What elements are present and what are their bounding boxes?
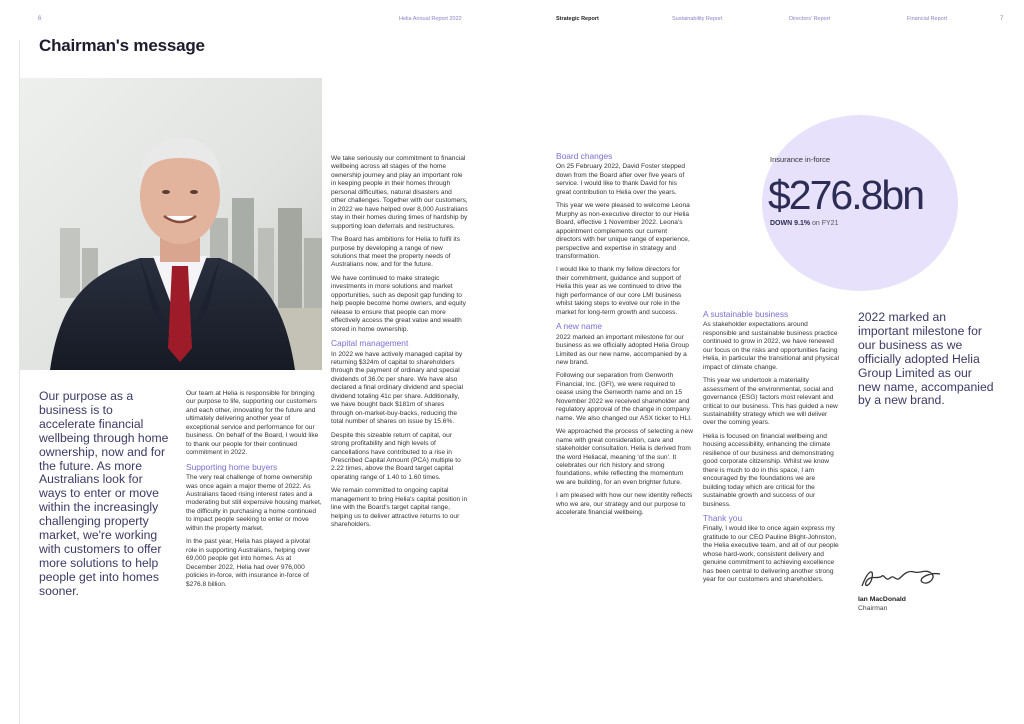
paragraph: We remain committed to ongoing capital management to bring Helia's capital position in line with the Board's target capital range, helping us to deliver attractive returns to our shareholders. [331, 487, 468, 529]
signatory-role: Chairman [858, 605, 888, 612]
signature-image [856, 564, 946, 597]
insurance-change-suffix: on FY21 [810, 220, 839, 227]
heading-a-sustainable-business: A sustainable business [703, 309, 789, 319]
pull-quote-milestone: 2022 marked an important milestone for our business as we officially adopted Helia Group Limited as our new name, accompanied by a new brand. [858, 310, 994, 408]
paragraph: We take seriously our commitment to financial wellbeing across all stages of the home ownership journey and play an important role in keeping people in their homes through personal difficulties, natural disasters and other challenges. Together with our customers, in 2022 we have helped over 8,000 Australians stay in their homes during times of hardship by supporting loan deferrals and restructures. [331, 155, 468, 230]
nav-directors-report[interactable]: Directors' Report [789, 16, 831, 22]
nav-strategic-report[interactable]: Strategic Report [556, 16, 599, 22]
signatory-name: Ian MacDonald [858, 596, 906, 603]
insurance-change-value: DOWN 9.1% [770, 220, 811, 227]
paragraph: I am pleased with how our new identity reflects who we are, our strategy and our purpose to accelerate financial wellbeing. [556, 492, 693, 517]
paragraph: In the past year, Helia has played a pivotal role in supporting Australians, helping over 69,000 people get into homes. As at December 2022, Helia had over 976,000 policies in-force, with insurance in-force of $276.8 billion. [186, 538, 311, 588]
nav-annual-report[interactable]: Helia Annual Report 2022 [399, 16, 462, 22]
paragraph: This year we were pleased to welcome Leona Murphy as non-executive director to our Helia Board, effective 1 November 2022. Leona's appointment complements our current directors with her unique range of experience, perspective and expertise in strategy and transformation. [556, 202, 690, 260]
insurance-change [770, 220, 838, 227]
page-number-left: 6 [38, 16, 42, 22]
paragraph: We approached the process of selecting a new name with great consideration, care and stakeholder consultation. Helia is derived from the word Heliacal, meaning 'of the sun'. It celebrates our rich history and strong foundations, while reflecting the momentum we are building, for an even brighter future. [556, 428, 693, 486]
paragraph: We have continued to make strategic investments in more solutions and market opportunities, such as deposit gap funding to help people become home owners, and equity release to ensure that people can more effectively access the great value and wealth stored in home ownership. [331, 274, 466, 333]
page-number-right: 7 [1000, 16, 1004, 22]
paragraph: This year we undertook a materiality assessment of the environmental, social and governance (ESG) factors most relevant and critical to our business. This has guided a new sustainability strategy which we will deliver over the coming years. [703, 377, 838, 427]
paragraph: Following our separation from Genworth Financial, Inc. (GFI), we were required to cease using the Genworth name and on 15 November 2022 we received shareholder and regulatory approval of the change in company name. We also changed our ASX ticker to HLI. [556, 372, 692, 422]
nav-sustainability-report[interactable]: Sustainability Report [672, 16, 723, 22]
heading-board-changes: Board changes [556, 151, 613, 161]
paragraph: The very real challenge of home ownership was once again a major theme of 2022. As Australians faced rising interest rates and a moderating but still expensive housing market, the difficulty in purchasing a home continued to impact people seeking to enter or move within the property market. [186, 474, 322, 532]
paragraph: Despite this sizeable return of capital, our strong profitability and high levels of cancellations have contributed to a rise in Prescribed Capital Amount (PCA) multiple to 2.22 times, above the Board target capital operating range of 1.40 to 1.60 times. [331, 431, 461, 481]
paragraph: Finally, I would like to once again express my gratitude to our CEO Pauline Blight-Johnston, the Helia executive team, and all of our people whose hard-work, consistent delivery and genuine commitment to achieving excellence has been central to delivering another strong year for our customers and shareholders. [703, 525, 839, 584]
chairman-photo [20, 78, 322, 370]
paragraph: 2022 marked an important milestone for our business as we officially adopted Helia Group Limited as our new name, accompanied by a new brand. [556, 333, 689, 366]
column-1 [186, 390, 322, 594]
heading-a-new-name: A new name [556, 321, 603, 332]
paragraph: Our team at Helia is responsible for bringing our purpose to life, supporting our customers and each other, innovating for the future and ultimately delivering another year of exceptional service and performance for our business. On behalf of the Board, I would like to thank our people for their continued commitment in 2022. [186, 390, 319, 457]
paragraph: On 25 February 2022, David Foster stepped down from the Board after over five years of service. I would like to thank David for his great contribution to Helia over the years. [556, 163, 686, 196]
paragraph: As stakeholder expectations around responsible and sustainable business practice continued to grow in 2022, we have renewed our focus on the risks and opportunities facing Helia, in particular the transitional and physical impact of climate change. [703, 321, 839, 371]
pull-quote-purpose: Our purpose as a business is to accelerate financial wellbeing through home ownership, now and for the future. As more Australians look for ways to enter or move within the increasingly challenging property market, we're working with customers to offer more solutions to help people get into homes sooner. [39, 389, 169, 598]
page-title: Chairman's message [39, 36, 205, 55]
heading-capital-management: Capital management [331, 338, 409, 349]
nav-financial-report[interactable]: Financial Report [907, 16, 948, 22]
column-4 [703, 310, 839, 590]
paragraph: I would like to thank my fellow directors for their commitment, guidance and support of Helia this year as we continued to drive the high performance of our core LMI business whilst taking steps to evolve our role in the market for long-term growth and success. [556, 266, 682, 316]
paragraph: In 2022 we have actively managed capital by returning $324m of capital to shareholders through the payment of ordinary and special dividends of 36.0c per share. We have also declared a final ordinary dividend and special dividend totaling 41c per share. Additionally, we have bought back $181m of shares through on-market-buy-backs, reducing the total number of shares on issue by 15.6%. [331, 350, 463, 426]
heading-thank-you: Thank you [703, 512, 743, 523]
heading-supporting-home-buyers: Supporting home buyers [186, 461, 278, 472]
paragraph: The Board has ambitions for Helia to fulfil its purpose by developing a range of new solutions that meet the property needs of Australians now, and for the future. [331, 236, 461, 269]
insurance-value: $276.8bn [768, 172, 924, 218]
paragraph: Helia is focused on financial wellbeing and housing accessibility, enhancing the climate resilience of our business and demonstrating good corporate citizenship. Whilst we know there is much to do in this space, I am encouraged by the foundations we are building today which are critical for the sustainable growth and success of our business. [703, 432, 834, 508]
column-3 [556, 152, 693, 523]
insurance-label: Insurance in-force [770, 155, 831, 164]
column-2 [331, 155, 468, 535]
